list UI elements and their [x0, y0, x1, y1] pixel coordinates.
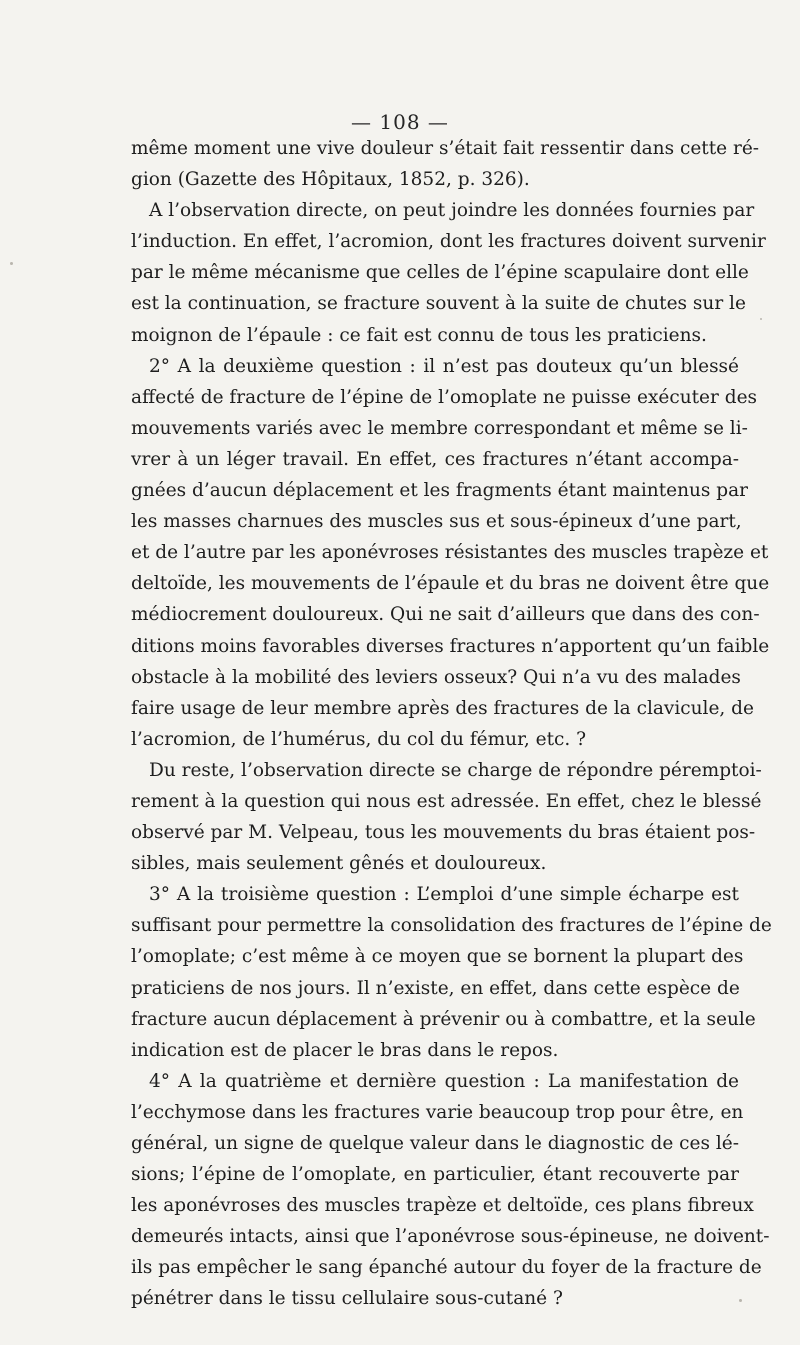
text-line: fracture aucun déplacement à prévenir ou à combattre, et la seule: [131, 1008, 756, 1030]
text-line: et de l’autre par les aponévroses résistantes des muscles trapèze et: [131, 542, 769, 564]
text-line: sibles, mais seulement gênés et douloureux.: [131, 853, 547, 875]
text-line: ils pas empêcher le sang épanché autour du foyer de la fracture de: [131, 1257, 762, 1279]
text-line: par le même mécanisme que celles de l’épine scapulaire dont elle: [131, 262, 749, 284]
text-line: faire usage de leur membre après des fractures de la clavicule, de: [131, 697, 754, 719]
text-line: ditions moins favorables diverses fractures n’apportent qu’un faible: [131, 635, 770, 657]
page-number: — 108 —: [351, 110, 449, 134]
text-line: affecté de fracture de l’épine de l’omoplate ne puisse exécuter des: [131, 386, 758, 408]
text-line: l’induction. En effet, l’acromion, dont les fractures doivent survenir: [131, 231, 766, 253]
text-line: les aponévroses des muscles trapèze et deltoïde, ces plans fibreux: [131, 1195, 754, 1217]
text-line: rement à la question qui nous est adressée. En effet, chez le blessé: [131, 790, 762, 812]
text-line: praticiens de nos jours. Il n’existe, en effet, dans cette espèce de: [131, 977, 740, 999]
text-line: est la continuation, se fracture souvent à la suite de chutes sur le: [131, 293, 746, 315]
text-line: l’omoplate; c’est même à ce moyen que se bornent la plupart des: [131, 946, 744, 968]
text-line: mouvements variés avec le membre correspondant et même se li-: [131, 417, 748, 439]
paper-speck: [10, 262, 13, 265]
text-line: moignon de l’épaule : ce fait est connu de tous les praticiens.: [131, 324, 707, 346]
text-line: les masses charnues des muscles sus et sous-épineux d’une part,: [131, 511, 742, 533]
text-line: même moment une vive douleur s’était fait ressentir dans cette ré-: [131, 138, 760, 159]
body-text: [131, 133, 772, 1315]
text-line: observé par M. Velpeau, tous les mouvements du bras étaient pos-: [131, 822, 756, 844]
paper-speck: [760, 318, 762, 320]
text-line: suffisant pour permettre la consolidation des fractures de l’épine de: [131, 915, 772, 937]
text-line: obstacle à la mobilité des leviers osseux? Qui n’a vu des malades: [131, 666, 741, 688]
text-line: demeurés intacts, ainsi que l’aponévrose sous-épineuse, ne doivent-: [131, 1226, 770, 1248]
text-line: gion (Gazette des Hôpitaux, 1852, p. 326).: [131, 169, 530, 191]
text-line: deltoïde, les mouvements de l’épaule et du bras ne doivent être que: [131, 573, 770, 595]
text-line: médiocrement douloureux. Qui ne sait d’ailleurs que dans des con-: [131, 604, 760, 626]
text-line: A l’observation directe, on peut joindre les données fournies par: [149, 200, 755, 222]
text-line: l’acromion, de l’humérus, du col du fémur, etc. ?: [131, 728, 587, 750]
text-line: gnées d’aucun déplacement et les fragments étant maintenus par: [131, 480, 749, 502]
text-line: sions; l’épine de l’omoplate, en particulier, étant recouverte par: [131, 1164, 739, 1186]
text-line: Du reste, l’observation directe se charge de répondre péremptoi-: [149, 759, 762, 781]
text-line: pénétrer dans le tissu cellulaire sous-cutané ?: [131, 1288, 563, 1310]
text-line: indication est de placer le bras dans le repos.: [131, 1039, 559, 1061]
text-line: 4° A la quatrième et dernière question : La manifestation de: [149, 1070, 739, 1092]
text-line: général, un signe de quelque valeur dans le diagnostic de ces lé-: [131, 1133, 739, 1154]
text-line: 2° A la deuxième question : il n’est pas douteux qu’un blessé: [149, 355, 739, 377]
text-line: 3° A la troisième question : L’emploi d’une simple écharpe est: [149, 884, 739, 906]
text-line: l’ecchymose dans les fractures varie beaucoup trop pour être, en: [131, 1101, 744, 1123]
text-line: vrer à un léger travail. En effet, ces fractures n’étant accompa-: [131, 448, 739, 470]
paper-speck: [739, 1299, 742, 1302]
